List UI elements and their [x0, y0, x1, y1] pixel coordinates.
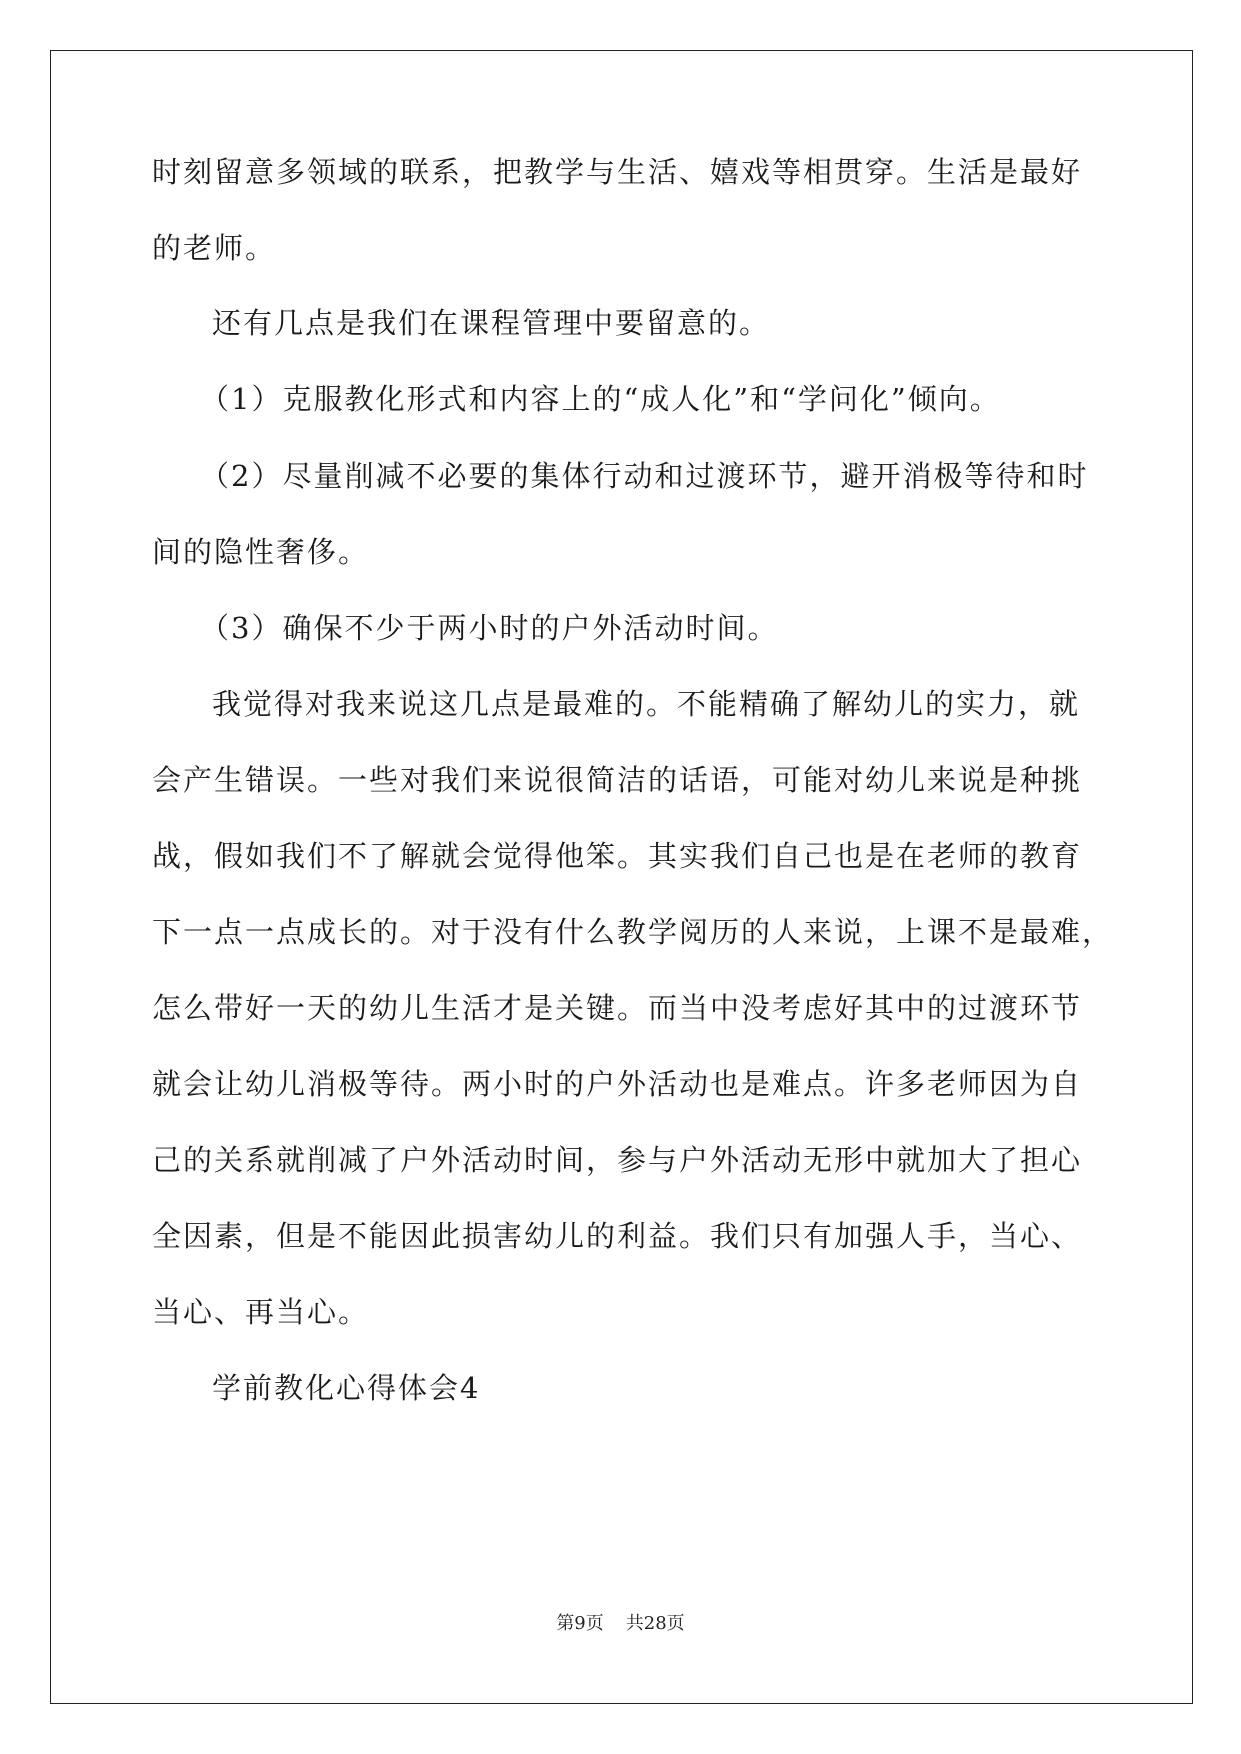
- text-line: 间的隐性奢侈。: [152, 535, 370, 569]
- text-line: 的老师。: [152, 231, 277, 265]
- text-line: 怎么带好一天的幼儿生活才是关键。而当中没考虑好其中的过渡环节: [152, 991, 1083, 1025]
- text-line: 会产生错误。一些对我们来说很简洁的话语，可能对幼儿来说是种挑: [152, 763, 1083, 797]
- page-border: [50, 50, 1193, 1704]
- text-line: 战，假如我们不了解就会觉得他笨。其实我们自己也是在老师的教育: [152, 839, 1083, 873]
- page-number: 第9页: [556, 1613, 604, 1634]
- text-line: 下一点一点成长的。对于没有什么教学阅历的人来说，上课不是最难，: [152, 915, 1114, 949]
- text-line: 全因素，但是不能因此损害幼儿的利益。我们只有加强人手，当心、: [152, 1219, 1083, 1253]
- text-line: 己的关系就削减了户外活动时间，参与户外活动无形中就加大了担心: [152, 1143, 1083, 1177]
- text-line: 还有几点是我们在课程管理中要留意的。: [212, 306, 771, 340]
- text-line: （3）确保不少于两小时的户外活动时间。: [200, 611, 779, 645]
- section-heading: 学前教化心得体会4: [212, 1371, 481, 1405]
- text-line: 就会让幼儿消极等待。两小时的户外活动也是难点。许多老师因为自: [152, 1067, 1083, 1101]
- text-line: 我觉得对我来说这几点是最难的。不能精确了解幼儿的实力，就: [212, 687, 1081, 721]
- text-line: （2）尽量削减不必要的集体行动和过渡环节，避开消极等待和时: [200, 459, 1089, 493]
- page-footer: [0, 1612, 1241, 1636]
- page-total: 共28页: [625, 1613, 685, 1634]
- text-line: 时刻留意多领域的联系，把教学与生活、嬉戏等相贯穿。生活是最好: [152, 155, 1083, 189]
- text-line: （1）克服教化形式和内容上的“成人化”和“学问化”倾向。: [200, 382, 1001, 416]
- text-line: 当心、再当心。: [152, 1295, 370, 1329]
